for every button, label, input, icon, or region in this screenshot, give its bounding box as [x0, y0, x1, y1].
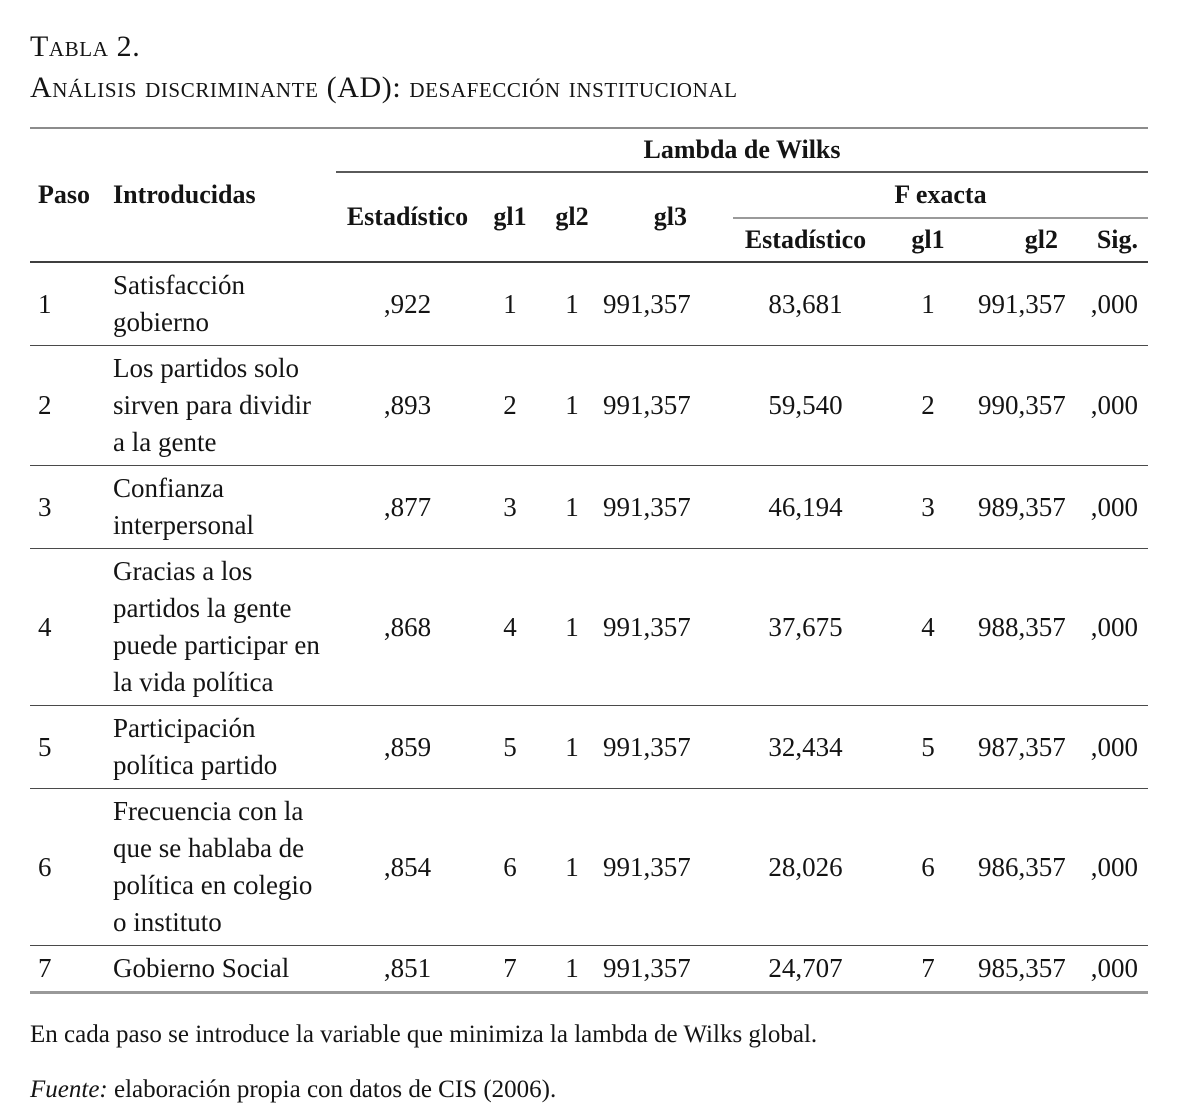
cell-f-gl1: 4: [921, 611, 935, 642]
cell-f-gl1: 1: [921, 288, 935, 319]
cell-f-estadistico: 59,540: [768, 390, 843, 420]
table-row: [30, 346, 1148, 466]
cell-sig: ,000: [1090, 611, 1139, 642]
cell-lambda-gl2: 1: [565, 851, 579, 882]
cell-introducidas: Confianza interpersonal: [113, 473, 254, 540]
cell-f-gl1: 2: [921, 390, 935, 420]
cell-f-gl2: 987,357: [978, 731, 1066, 762]
table-number-title: Tabla 2.: [30, 30, 141, 63]
cell-sig: ,000: [1090, 288, 1139, 319]
method-note: En cada paso se introduce la variable que minimiza la lambda de Wilks global.: [30, 1021, 818, 1048]
cell-lambda-gl1: 5: [503, 731, 517, 762]
cell-f-estadistico: 32,434: [768, 731, 843, 762]
cell-lambda-gl1: 4: [503, 611, 517, 642]
col-header-paso: Paso: [38, 180, 90, 209]
cell-lambda-gl1: 6: [503, 851, 517, 882]
col-header-sig: Sig.: [1096, 225, 1139, 254]
cell-introducidas: Participación política partido: [113, 713, 278, 780]
col-header-lambda-gl1: gl1: [493, 202, 527, 231]
cell-f-gl1: 5: [921, 731, 935, 762]
group-header-lambda-de-wilks: Lambda de Wilks: [336, 128, 1148, 172]
cell-introducidas: Gobierno Social: [113, 953, 290, 983]
cell-f-estadistico: 83,681: [768, 288, 843, 319]
cell-f-gl1: 3: [921, 491, 935, 522]
cell-lambda-gl1: 3: [503, 491, 517, 522]
cell-paso: 6: [38, 851, 52, 882]
cell-f-gl2: 991,357: [978, 288, 1066, 319]
cell-lambda-estadistico: ,859: [383, 731, 432, 762]
source-note: [30, 1074, 1148, 1105]
cell-f-gl2: 989,357: [978, 491, 1066, 522]
cell-lambda-gl3: 991,357: [603, 491, 691, 522]
table-row: [30, 549, 1148, 706]
cell-f-estadistico: 24,707: [768, 953, 843, 983]
col-header-lambda-estadistico: Estadístico: [346, 202, 469, 231]
col-header-f-estadistico: Estadístico: [744, 225, 867, 254]
cell-lambda-estadistico: ,893: [383, 390, 432, 420]
cell-paso: 2: [38, 390, 52, 420]
cell-lambda-gl3: 991,357: [603, 390, 691, 420]
cell-sig: ,000: [1090, 491, 1139, 522]
cell-lambda-estadistico: ,922: [383, 288, 432, 319]
cell-lambda-gl1: 2: [503, 390, 517, 420]
cell-lambda-estadistico: ,854: [383, 851, 432, 882]
cell-introducidas: Gracias a los partidos la gente puede participar en la vida política: [113, 556, 320, 697]
cell-f-estadistico: 46,194: [768, 491, 843, 522]
cell-f-gl1: 6: [921, 851, 935, 882]
cell-sig: ,000: [1090, 851, 1139, 882]
cell-introducidas: Frecuencia con la que se hablaba de política en colegio o instituto: [113, 796, 313, 937]
col-header-lambda-gl3: gl3: [653, 202, 687, 231]
cell-lambda-gl2: 1: [565, 731, 579, 762]
cell-f-gl2: 985,357: [978, 953, 1066, 983]
col-header-lambda-gl2: gl2: [555, 202, 589, 231]
table-row: [30, 262, 1148, 346]
cell-f-estadistico: 37,675: [768, 611, 843, 642]
cell-lambda-gl3: 991,357: [603, 953, 691, 983]
cell-lambda-gl2: 1: [565, 288, 579, 319]
table-header: [30, 128, 1148, 262]
cell-sig: ,000: [1090, 731, 1139, 762]
cell-lambda-gl3: 991,357: [603, 851, 691, 882]
cell-introducidas: Satisfacción gobierno: [113, 270, 245, 337]
cell-lambda-gl2: 1: [565, 491, 579, 522]
table-subtitle: Análisis discriminante (AD): desafección institucional: [30, 71, 738, 104]
cell-lambda-gl2: 1: [565, 611, 579, 642]
cell-lambda-gl2: 1: [565, 390, 579, 420]
cell-paso: 4: [38, 611, 52, 642]
cell-f-estadistico: 28,026: [768, 851, 843, 882]
cell-lambda-gl1: 1: [503, 288, 517, 319]
cell-lambda-gl3: 991,357: [603, 288, 691, 319]
table-row: [30, 706, 1148, 789]
cell-lambda-gl1: 7: [503, 953, 517, 983]
source-text: elaboración propia con datos de CIS (2006).: [107, 1076, 557, 1103]
table-row: [30, 946, 1148, 993]
table-row: [30, 466, 1148, 549]
cell-lambda-gl3: 991,357: [603, 611, 691, 642]
col-header-f-gl1: gl1: [911, 225, 945, 254]
cell-introducidas: Los partidos solo sirven para dividir a la gente: [113, 353, 311, 457]
cell-sig: ,000: [1090, 953, 1139, 983]
cell-lambda-estadistico: ,851: [383, 953, 432, 983]
cell-lambda-estadistico: ,877: [383, 491, 432, 522]
col-header-f-gl2: gl2: [1024, 225, 1058, 254]
cell-f-gl2: 988,357: [978, 611, 1066, 642]
cell-f-gl1: 7: [921, 953, 935, 983]
cell-f-gl2: 990,357: [978, 390, 1066, 420]
source-label: Fuente:: [30, 1076, 108, 1103]
cell-sig: ,000: [1090, 390, 1139, 420]
discriminant-analysis-table: [30, 127, 1148, 994]
col-header-introducidas: Introducidas: [113, 180, 256, 209]
cell-lambda-gl3: 991,357: [603, 731, 691, 762]
cell-paso: 7: [38, 953, 52, 983]
cell-paso: 5: [38, 731, 52, 762]
cell-lambda-gl2: 1: [565, 953, 579, 983]
cell-paso: 3: [38, 491, 52, 522]
cell-paso: 1: [38, 288, 52, 319]
cell-lambda-estadistico: ,868: [383, 611, 432, 642]
cell-f-gl2: 986,357: [978, 851, 1066, 882]
group-header-f-exacta: F exacta: [733, 172, 1148, 218]
table-row: [30, 789, 1148, 946]
